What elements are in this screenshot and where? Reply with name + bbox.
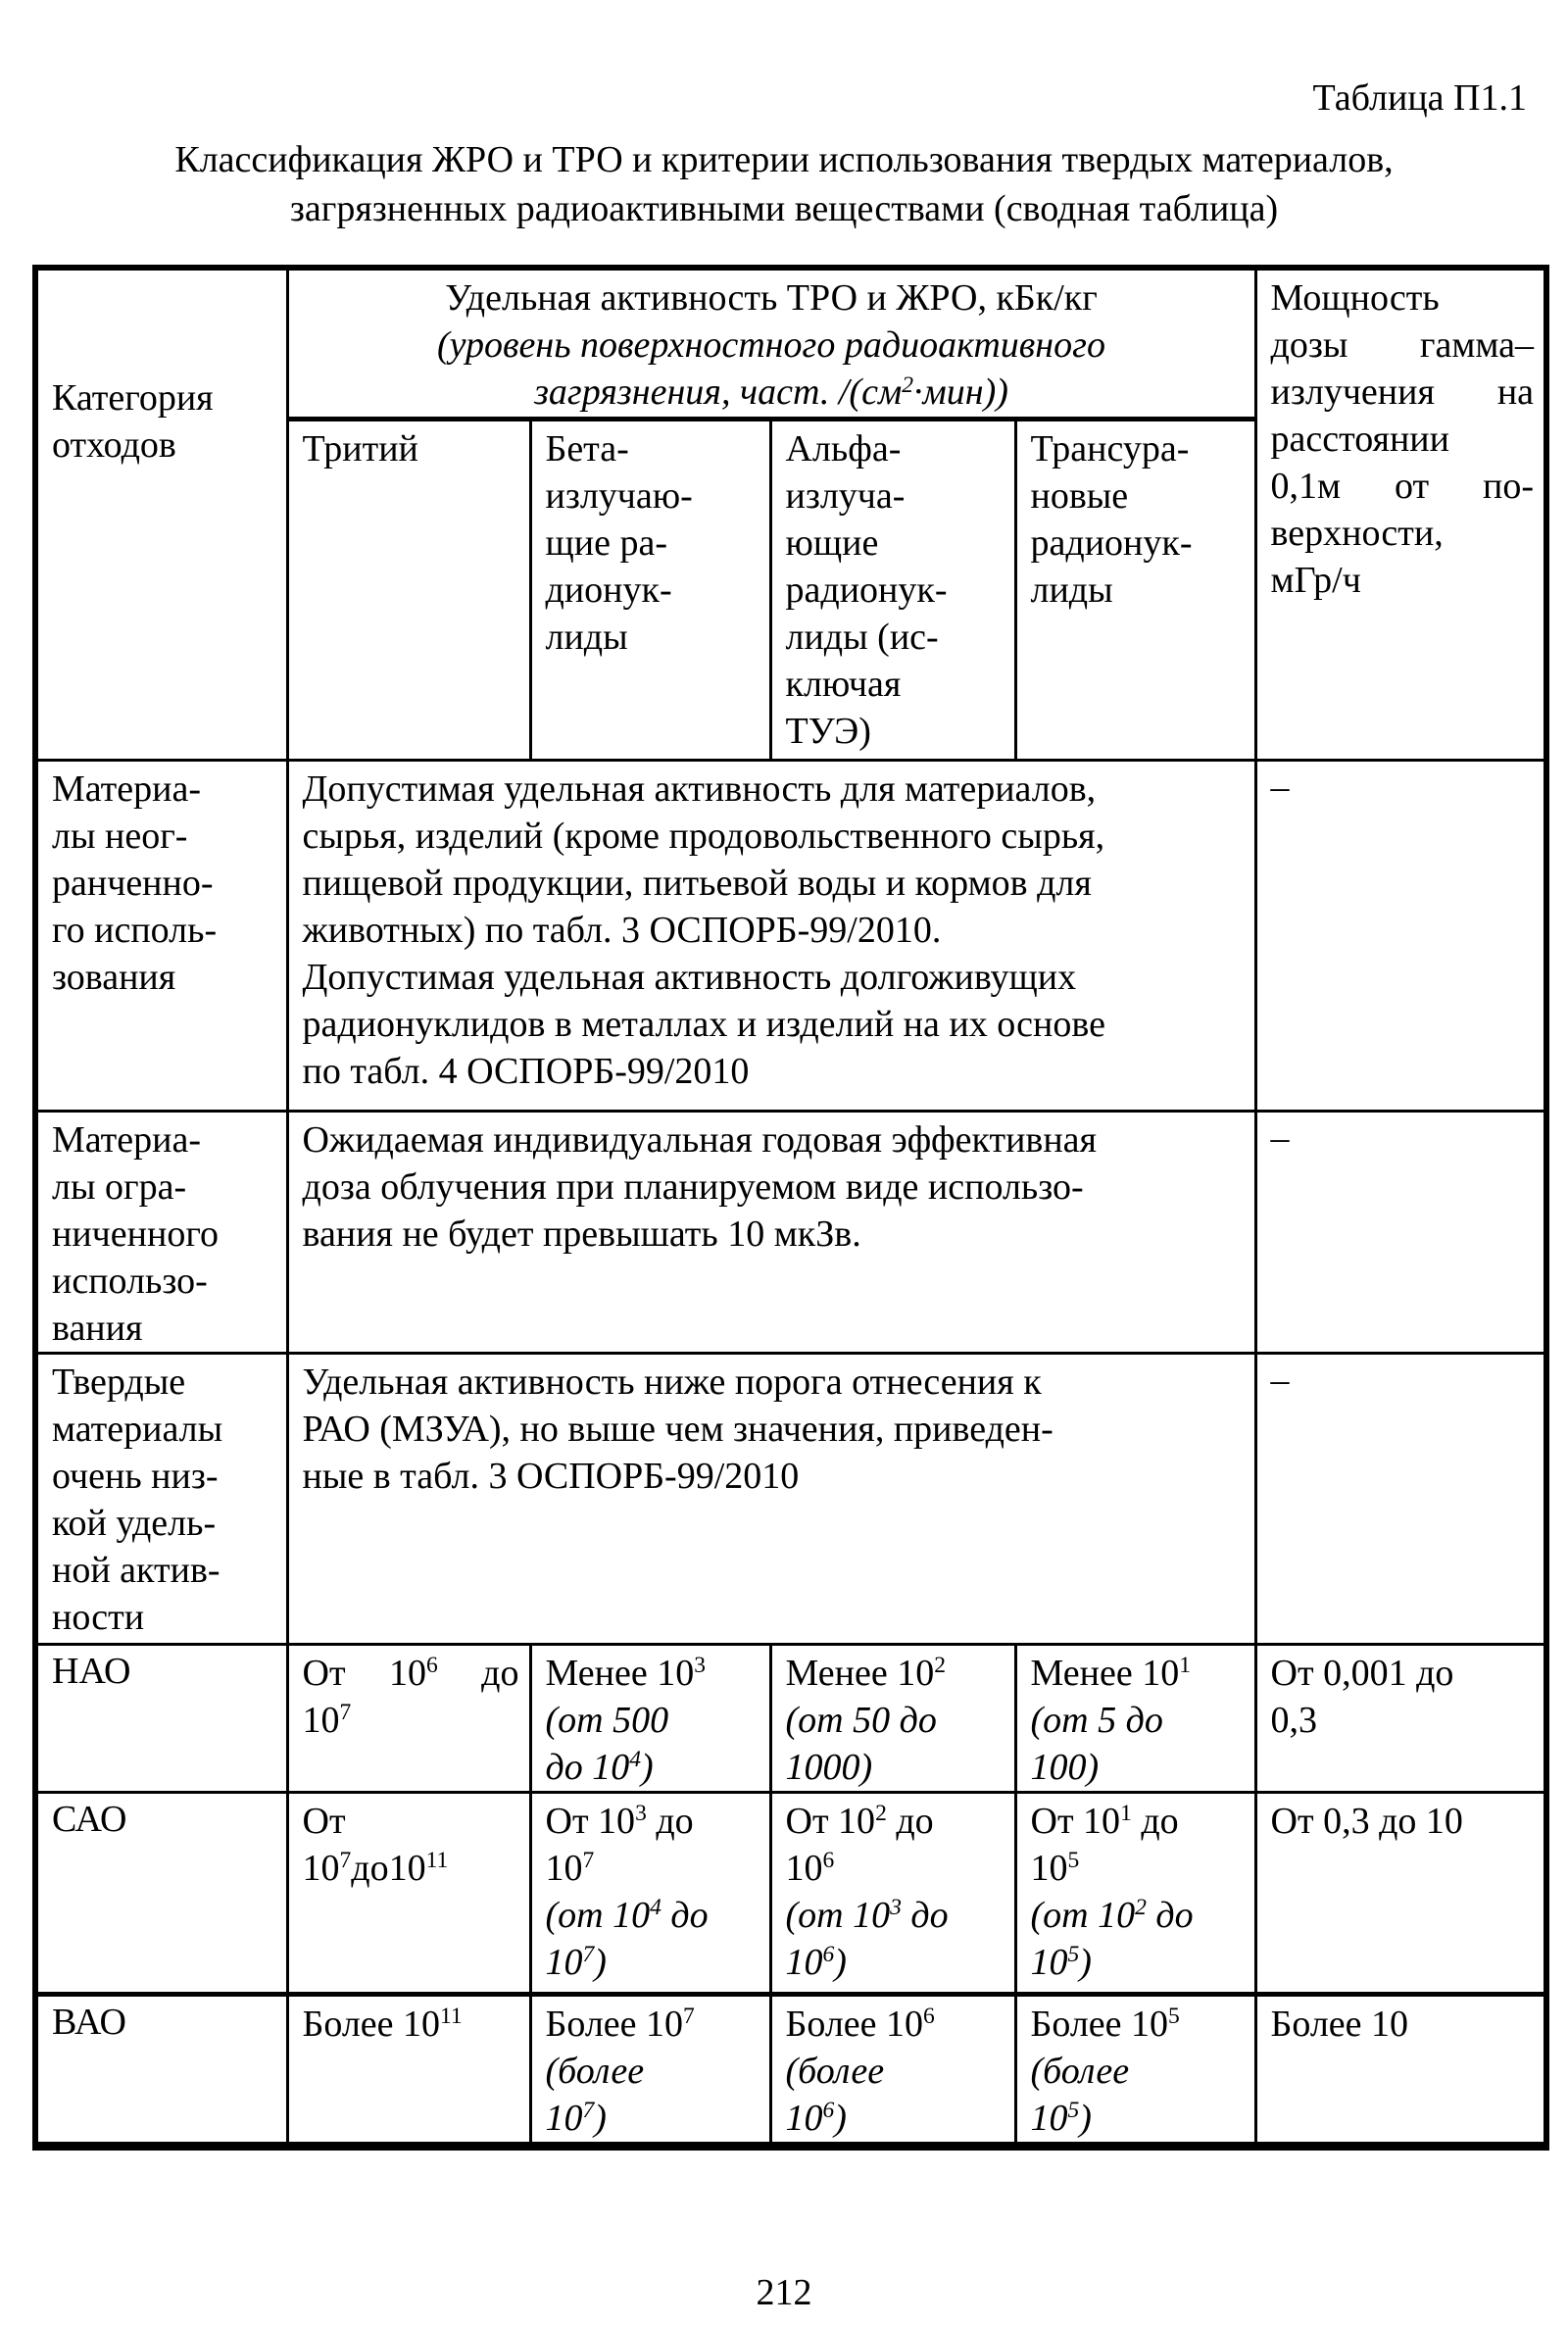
page-number: 212 <box>756 2271 812 2313</box>
cell-category: ВАО <box>35 1994 287 2146</box>
table-row-nao <box>35 1644 1546 1792</box>
cell-transuranic: Более $10^5$ (более $10^5$) <box>1015 1994 1255 2146</box>
cell-tritium: Более $10^{11}$ <box>287 1994 530 2146</box>
page-title-line1: Классификация ЖРО и ТРО и критерии использования твердых материалов, <box>174 139 1394 180</box>
cell-category: Материа- лы неог- ранченно- го исполь- зования <box>35 760 287 1111</box>
cell-beta: Более $10^7$ (более $10^7$) <box>530 1994 770 2146</box>
header-cell-tritium: Тритий <box>287 419 530 760</box>
header-cell-category: Категория отходов <box>35 268 287 760</box>
table-row-sao <box>35 1792 1546 1994</box>
cell-category: НАО <box>35 1644 287 1792</box>
cell-category: Материа- лы огра- ниченного использо- вания <box>35 1111 287 1353</box>
cell-tritium: От $10^7до10^{11}$ <box>287 1792 530 1994</box>
table-caption: Таблица П1.1 <box>1312 77 1527 119</box>
cell-alpha: Более $10^6$ (более $10^6$) <box>770 1994 1015 2146</box>
header-cell-beta: Бета- излучаю- щие ра- дионук- лиды <box>530 419 770 760</box>
page-title-line2: загрязненных радиоактивными веществами (сводная таблица) <box>289 188 1279 229</box>
cell-beta: От $10^3$ до $10^7$ (от $10^4$ до $10^7$) <box>530 1792 770 1994</box>
cell-beta: Менее $10^3$ (от 500 до $10^4$) <box>530 1644 770 1792</box>
cell-alpha: От $10^2$ до $10^6$ (от $10^3$ до $10^6$) <box>770 1792 1015 1994</box>
header-row-span <box>35 268 1546 419</box>
cell-category: САО <box>35 1792 287 1994</box>
header-cell-alpha: Альфа- излуча- ющие радионук- лиды (ис- ключая ТУЭ) <box>770 419 1015 760</box>
cell-dose: Более 10 <box>1255 1994 1546 2146</box>
cell-criteria-text: Удельная активность ниже порога отнесения к РАО (МЗУА), но выше чем значения, приведен- ные в табл. 3 ОСПОРБ-99/2010 <box>287 1353 1255 1644</box>
cell-dose: От 0,001 до 0,3 <box>1255 1644 1546 1792</box>
page-title <box>0 135 1568 233</box>
cell-dose: От 0,3 до 10 <box>1255 1792 1546 1994</box>
table-row-unrestricted-materials <box>35 760 1546 1111</box>
cell-tritium: От $10^6$ до $10^7$ <box>287 1644 530 1792</box>
table-row-very-low-activity-solids <box>35 1353 1546 1644</box>
classification-table <box>32 265 1549 2151</box>
cell-transuranic: От $10^1$ до $10^5$ (от $10^2$ до $10^5$) <box>1015 1792 1255 1994</box>
cell-category: Твердые материалы очень низ- кой удель- ной актив- ности <box>35 1353 287 1644</box>
table-row-vao <box>35 1994 1546 2146</box>
cell-dose-dash: – <box>1255 1353 1546 1644</box>
cell-criteria-text: Допустимая удельная активность для материалов, сырья, изделий (кроме продовольственного сырья, пищевой продукции, питьевой воды и кормов для животных) по табл. 3 ОСПОРБ-99/2010. Допустимая удельная активность долгоживущих радионуклидов в металлах и изделий на их основе по табл. 4 ОСПОРБ-99/2010 <box>287 760 1255 1111</box>
header-cell-dose-rate: Мощность дозы гамма– излучения на расстоянии 0,1м от по- верхности, мГр/ч <box>1255 268 1546 760</box>
header-cell-transuranic: Трансура- новые радионук- лиды <box>1015 419 1255 760</box>
cell-dose-dash: – <box>1255 1111 1546 1353</box>
cell-dose-dash: – <box>1255 760 1546 1111</box>
cell-criteria-text: Ожидаемая индивидуальная годовая эффективная доза облучения при планируемом виде использо- вания не будет превышать 10 мкЗв. <box>287 1111 1255 1353</box>
cell-transuranic: Менее $10^1$ (от 5 до 100) <box>1015 1644 1255 1792</box>
header-cell-specific-activity: Удельная активность ТРО и ЖРО, кБк/кг (уровень поверхностного радиоактивного загрязнения, част. $/(см^2\cdot мин)$) <box>287 268 1255 419</box>
table-row-limited-materials <box>35 1111 1546 1353</box>
cell-alpha: Менее $10^2$ (от 50 до 1000) <box>770 1644 1015 1792</box>
